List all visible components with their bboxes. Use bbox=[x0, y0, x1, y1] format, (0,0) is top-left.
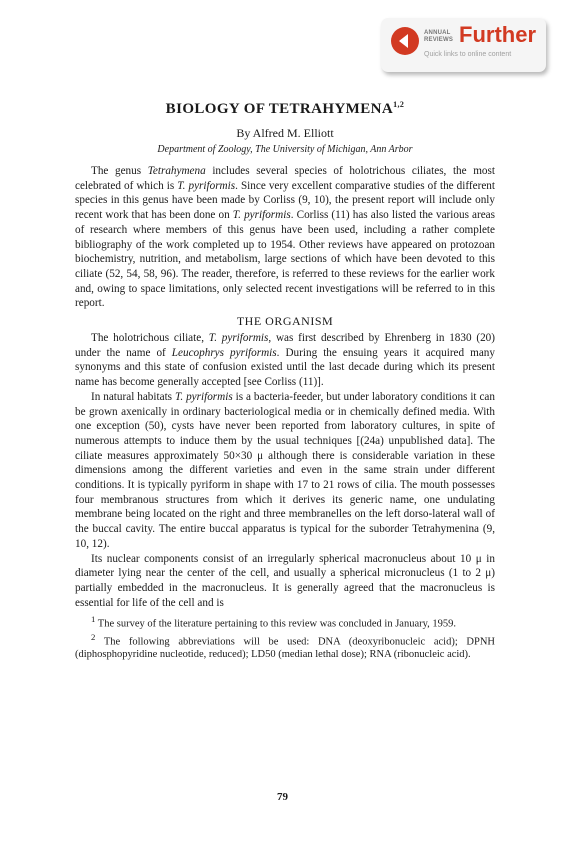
annual-reviews-logo-icon bbox=[391, 27, 419, 55]
footnotes bbox=[75, 613, 495, 661]
author-affiliation: Department of Zoology, The University of Michigan, Ann Arbor bbox=[157, 144, 413, 155]
badge-title: Further bbox=[459, 22, 536, 47]
organism-paragraph-1: The holotrichous ciliate, T. pyriformis, was first described by Ehrenberg in 1830 (20) under the name of Leucophrys pyriformis. During the ensuing years it acquired many synonyms and this state of confusion existed until the last decade during which its present name has become generally accepted [see Corliss (11)]. bbox=[75, 332, 496, 389]
organism-paragraph-2: In natural habitats T. pyriformis is a bacteria-feeder, but under laboratory conditions it can be grown axenically in ordinary bacteriological media or in chemically defined media. With one exception (50), cysts have never been reported from laboratory cultures, in spite of numerous attempts to induce them by the usual techniques [(24a) unpublished data]. The ciliate measures approximately 50×30 μ although there is considerable variation in these dimensions among the different varieties and even in the same strain under different conditions. It is typically pyriform in shape with 17 to 21 rows of cilia. The mouth possesses four membranous structures from which it derives its generic name, one undulating membrane being located on the right and three membranelles on the left dorso-lateral wall of the buccal cavity. The entire buccal apparatus is typical for the suborder Tetrahymenina (9, 10, 12). bbox=[75, 390, 495, 550]
title-footnote-marks: 1,2 bbox=[393, 100, 405, 109]
further-badge[interactable] bbox=[381, 18, 546, 72]
badge-subtitle: Quick links to online content bbox=[424, 51, 512, 58]
intro-paragraph: The genus Tetrahymena includes several species of holotrichous ciliates, the most celebrated of which is T. pyriformis. Since very excellent comparative studies of the different species in this genus have been made by Corliss (9, 10), the present report will include only recent work that has been done on T. pyriformis. Corliss (11) has also listed the various areas of research where members of this genus have been used, including a rather complete bibliography of the work completed up to 1954. Other reviews have appeared on protozoan biochemistry, nutrition, and metabolism, large sections of which have been devoted to this ciliate (52, 54, 58, 96). The reader, therefore, is referred to these reviews for the earlier work and, owing to space limitations, only selected recent investigations will be referred to in this report. bbox=[75, 165, 495, 310]
footnote-2: $^2$ The following abbreviations will be used: DNA (deoxyribonucleic acid); DPNH (diphosphopyridine nucleotide, reduced); LD50 (median lethal dose); RNA (ribonucleic acid). bbox=[75, 631, 495, 661]
badge-brand: ANNUAL REVIEWS bbox=[424, 30, 454, 43]
footnote-1: $^1$ The survey of the literature pertaining to this review was concluded in January, 1959. bbox=[91, 614, 457, 630]
section-heading: THE ORGANISM bbox=[236, 314, 334, 329]
page-number: 79 bbox=[277, 791, 288, 803]
article-title: BIOLOGY OF TETRAHYMENA$^{1,2}$ bbox=[165, 100, 405, 117]
page-content bbox=[75, 96, 495, 661]
article-author: By Alfred M. Elliott bbox=[236, 126, 334, 140]
organism-paragraph-3: Its nuclear components consist of an irregularly spherical macronucleus about 10 μ in diameter lying near the center of the cell, and usually a spherical micronucleus (1 to 2 μ) partially embedded in the macronucleus. It is generally agreed that the macronucleus is essential for life of the cell and is bbox=[75, 552, 495, 609]
